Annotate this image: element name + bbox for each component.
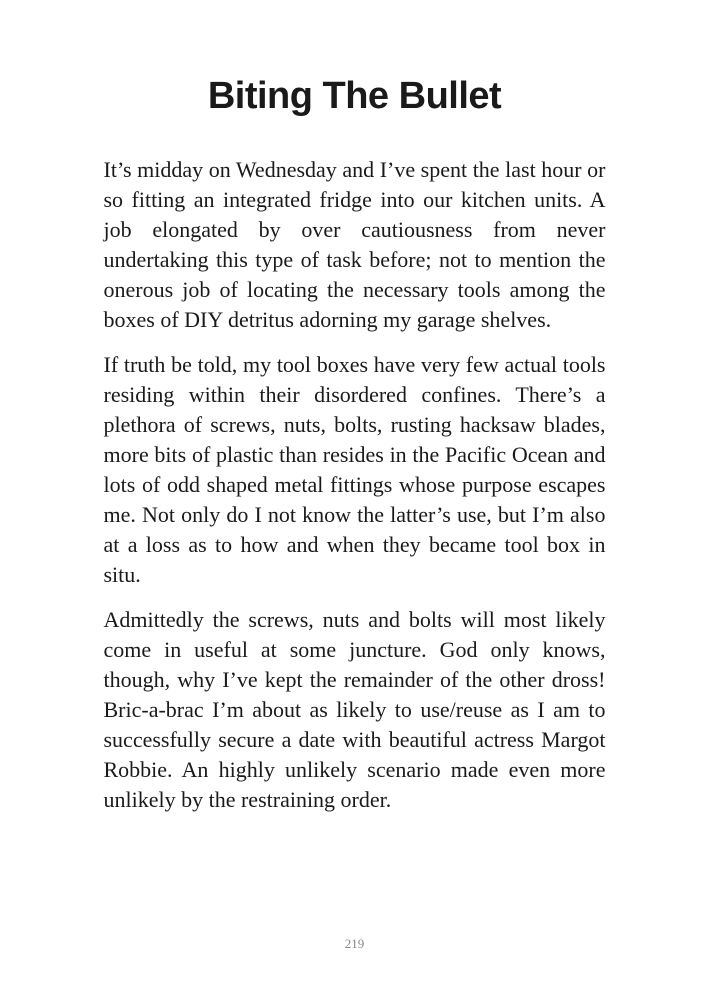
paragraph-1: It’s midday on Wednesday and I’ve spent the last hour or so fitting an integrated fridge into our kitchen units. A job elongated by over cautiousness from never undertaking this type of task before; not to mention the onerous job of locating the necessary tools among the boxes of DIY detritus adorning my garage shelves. [103,157,606,332]
page-number: 219 [344,936,365,951]
page-title: Biting The Bullet [207,75,502,117]
paragraph-3: Admittedly the screws, nuts and bolts will most likely come in useful at some juncture. God only knows, though, why I’ve kept the remainder of the other dross! Bric-a-brac I’m about as likely to use/reuse as I am to successfully secure a date with beautiful actress Margot Robbie. An highly unlikely scenario made even more unlikely by the restraining order. [103,607,606,812]
body-text [104,155,606,815]
paragraph-2: If truth be told, my tool boxes have very few actual tools residing within their disordered confines. There’s a plethora of screws, nuts, bolts, rusting hacksaw blades, more bits of plastic than resides in the Pacific Ocean and lots of odd shaped metal fittings whose purpose escapes me. Not only do I not know the latter’s use, but I’m also at a loss as to how and when they became tool box in situ. [103,352,606,587]
